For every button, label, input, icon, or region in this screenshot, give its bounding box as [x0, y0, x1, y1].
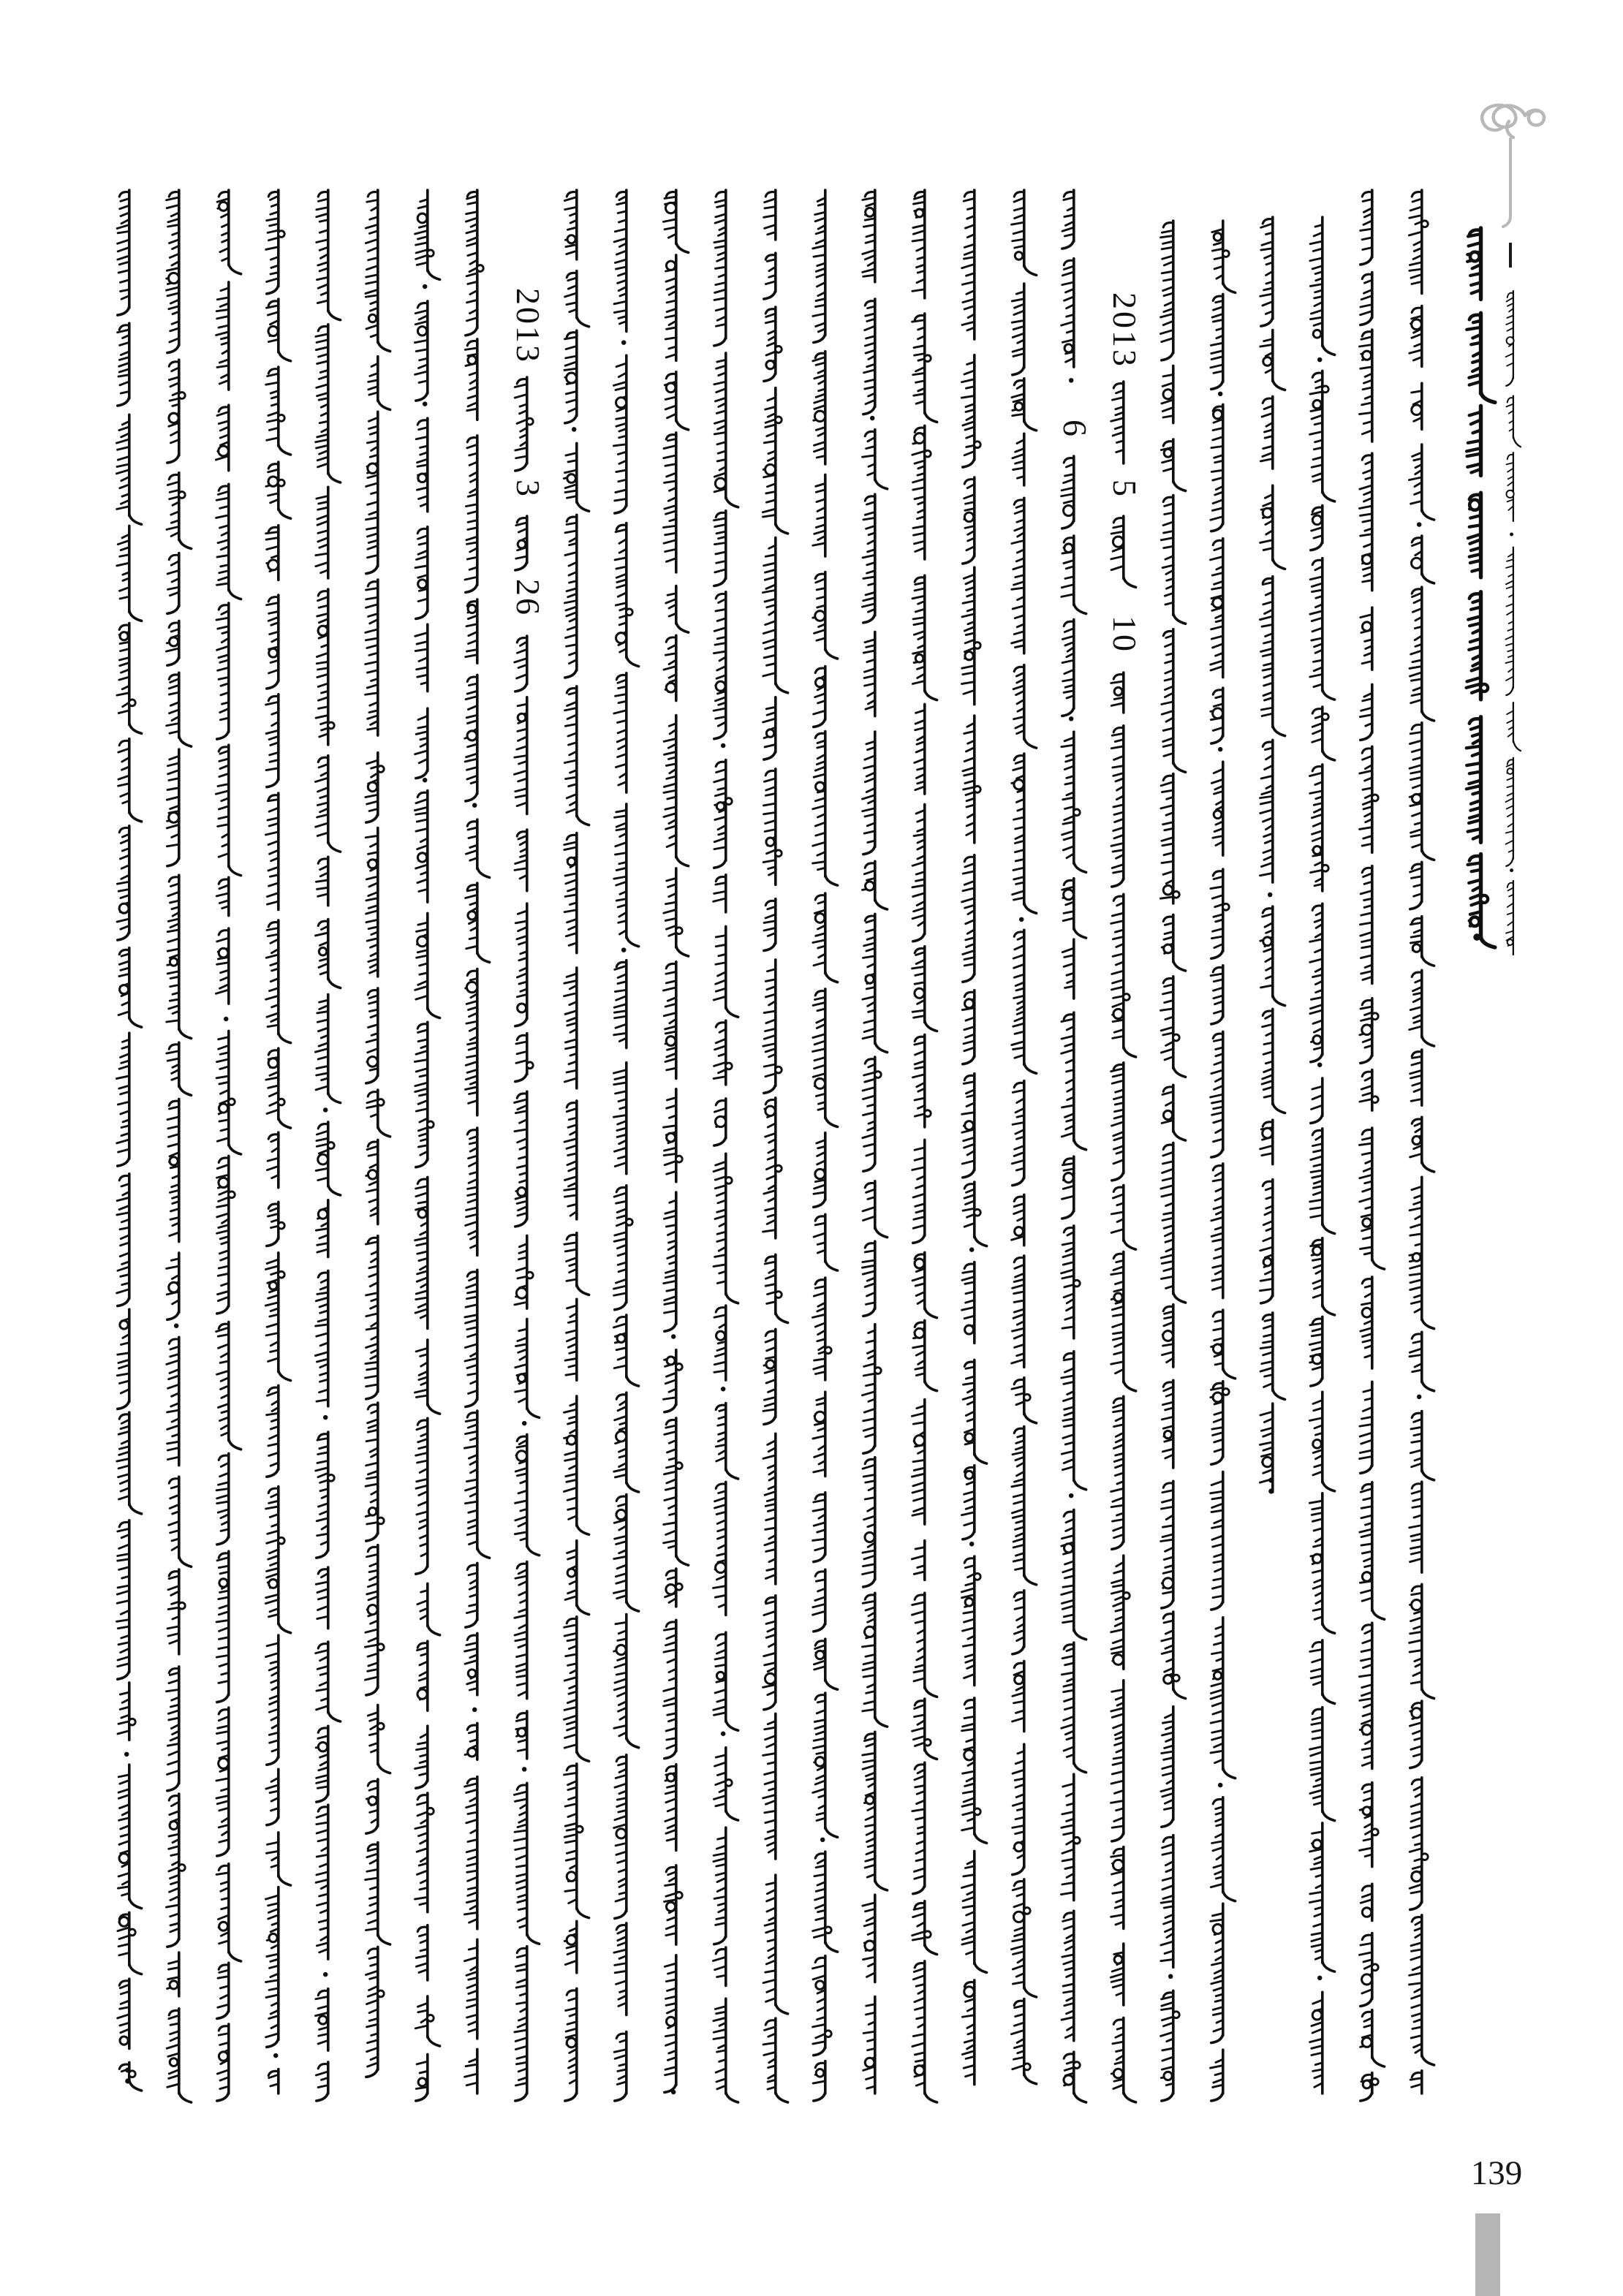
body-text-column — [1105, 291, 1143, 2096]
body-text-column — [1155, 219, 1184, 2096]
page-number: 139 — [1470, 2154, 1523, 2192]
date-numeral: 5 — [1105, 480, 1143, 499]
body-text-column — [1056, 189, 1094, 2096]
date-numeral: 2013 — [509, 288, 547, 364]
body-text-column — [1304, 216, 1333, 2096]
body-text-column — [559, 189, 588, 2096]
body-text-column — [459, 189, 488, 2096]
footer-edge-bar — [1475, 2213, 1500, 2296]
date-numeral: 26 — [509, 579, 547, 617]
body-text-column — [857, 189, 886, 2096]
body-text-column — [211, 189, 240, 2096]
flourish-ornament-icon — [1455, 94, 1557, 240]
body-text-column — [757, 189, 787, 2096]
body-text-column — [1255, 216, 1284, 1495]
body-text-column — [608, 189, 638, 2096]
date-numeral: 10 — [1105, 615, 1143, 653]
body-text-column — [260, 189, 290, 2096]
body-text-column — [111, 189, 140, 2085]
date-numeral: 2013 — [1105, 292, 1143, 368]
date-numeral: 3 — [509, 480, 547, 499]
body-text-column — [1006, 189, 1035, 2096]
body-text-column — [310, 189, 339, 2096]
body-text-column — [907, 189, 936, 2096]
body-text-column — [1205, 219, 1234, 2096]
article-title-column — [1460, 227, 1494, 941]
body-text-column — [1404, 189, 1433, 2096]
body-text-column — [509, 272, 547, 2096]
running-header-column — [1502, 289, 1520, 958]
body-text-column — [161, 189, 190, 2096]
body-text-column — [360, 189, 389, 2096]
body-text-column — [1354, 189, 1383, 2096]
body-text-column — [658, 189, 687, 2096]
date-numeral: 6 — [1056, 420, 1094, 439]
body-text-column — [956, 189, 985, 2096]
body-text-column — [807, 189, 836, 2096]
header-rule-dash — [1509, 243, 1512, 268]
body-text-column — [708, 189, 737, 2096]
body-text-column — [409, 189, 439, 2096]
